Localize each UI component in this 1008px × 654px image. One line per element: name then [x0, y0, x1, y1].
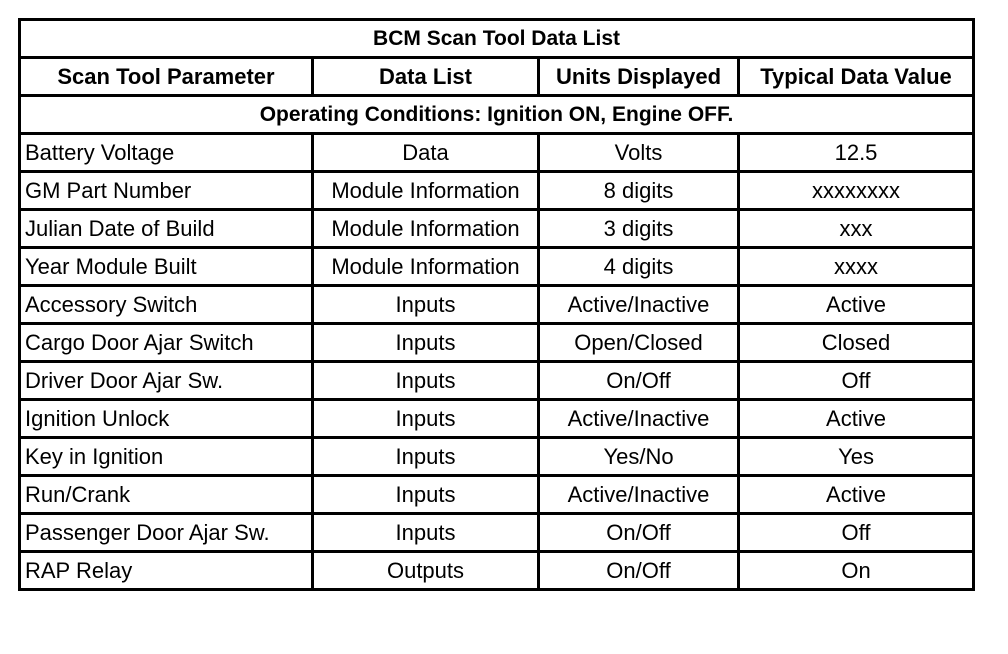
table-row	[20, 476, 974, 514]
cell-parameter: Run/Crank	[20, 476, 313, 514]
cell-data-list: Inputs	[313, 438, 539, 476]
cell-typical-value: Active	[739, 476, 974, 514]
cell-data-list: Module Information	[313, 210, 539, 248]
conditions-row	[20, 96, 974, 134]
column-header-data-list: Data List	[313, 58, 539, 96]
cell-data-list: Inputs	[313, 476, 539, 514]
column-header-units: Units Displayed	[539, 58, 739, 96]
cell-data-list: Inputs	[313, 514, 539, 552]
cell-parameter: Battery Voltage	[20, 134, 313, 172]
cell-units: Yes/No	[539, 438, 739, 476]
cell-units: Active/Inactive	[539, 400, 739, 438]
cell-typical-value: Active	[739, 400, 974, 438]
cell-parameter: Year Module Built	[20, 248, 313, 286]
header-row	[20, 58, 974, 96]
cell-typical-value: 12.5	[739, 134, 974, 172]
cell-units: Volts	[539, 134, 739, 172]
table-row	[20, 438, 974, 476]
cell-data-list: Data	[313, 134, 539, 172]
cell-typical-value: Closed	[739, 324, 974, 362]
cell-parameter: Ignition Unlock	[20, 400, 313, 438]
cell-parameter: Passenger Door Ajar Sw.	[20, 514, 313, 552]
cell-parameter: Cargo Door Ajar Switch	[20, 324, 313, 362]
cell-data-list: Inputs	[313, 362, 539, 400]
table-row	[20, 552, 974, 590]
table-row	[20, 248, 974, 286]
cell-data-list: Module Information	[313, 248, 539, 286]
table-row	[20, 210, 974, 248]
table-row	[20, 400, 974, 438]
cell-data-list: Module Information	[313, 172, 539, 210]
table-row	[20, 172, 974, 210]
cell-units: On/Off	[539, 514, 739, 552]
cell-data-list: Outputs	[313, 552, 539, 590]
cell-data-list: Inputs	[313, 286, 539, 324]
column-header-parameter: Scan Tool Parameter	[20, 58, 313, 96]
cell-parameter: GM Part Number	[20, 172, 313, 210]
table-row	[20, 362, 974, 400]
cell-parameter: RAP Relay	[20, 552, 313, 590]
cell-parameter: Driver Door Ajar Sw.	[20, 362, 313, 400]
cell-units: Open/Closed	[539, 324, 739, 362]
cell-typical-value: xxx	[739, 210, 974, 248]
cell-data-list: Inputs	[313, 400, 539, 438]
cell-units: 8 digits	[539, 172, 739, 210]
cell-typical-value: Active	[739, 286, 974, 324]
cell-units: 4 digits	[539, 248, 739, 286]
title-row	[20, 20, 974, 58]
cell-units: 3 digits	[539, 210, 739, 248]
cell-data-list: Inputs	[313, 324, 539, 362]
table-row	[20, 286, 974, 324]
cell-typical-value: Yes	[739, 438, 974, 476]
table-row	[20, 324, 974, 362]
cell-units: Active/Inactive	[539, 286, 739, 324]
table-row	[20, 514, 974, 552]
cell-units: Active/Inactive	[539, 476, 739, 514]
cell-units: On/Off	[539, 552, 739, 590]
cell-units: On/Off	[539, 362, 739, 400]
cell-parameter: Key in Ignition	[20, 438, 313, 476]
operating-conditions: Operating Conditions: Ignition ON, Engine OFF.	[20, 96, 974, 134]
cell-typical-value: xxxxxxxx	[739, 172, 974, 210]
cell-parameter: Julian Date of Build	[20, 210, 313, 248]
table-row	[20, 134, 974, 172]
table-title: BCM Scan Tool Data List	[20, 20, 974, 58]
cell-parameter: Accessory Switch	[20, 286, 313, 324]
cell-typical-value: xxxx	[739, 248, 974, 286]
cell-typical-value: Off	[739, 362, 974, 400]
column-header-typical-value: Typical Data Value	[739, 58, 974, 96]
bcm-scan-tool-data-table	[18, 18, 975, 591]
cell-typical-value: On	[739, 552, 974, 590]
cell-typical-value: Off	[739, 514, 974, 552]
